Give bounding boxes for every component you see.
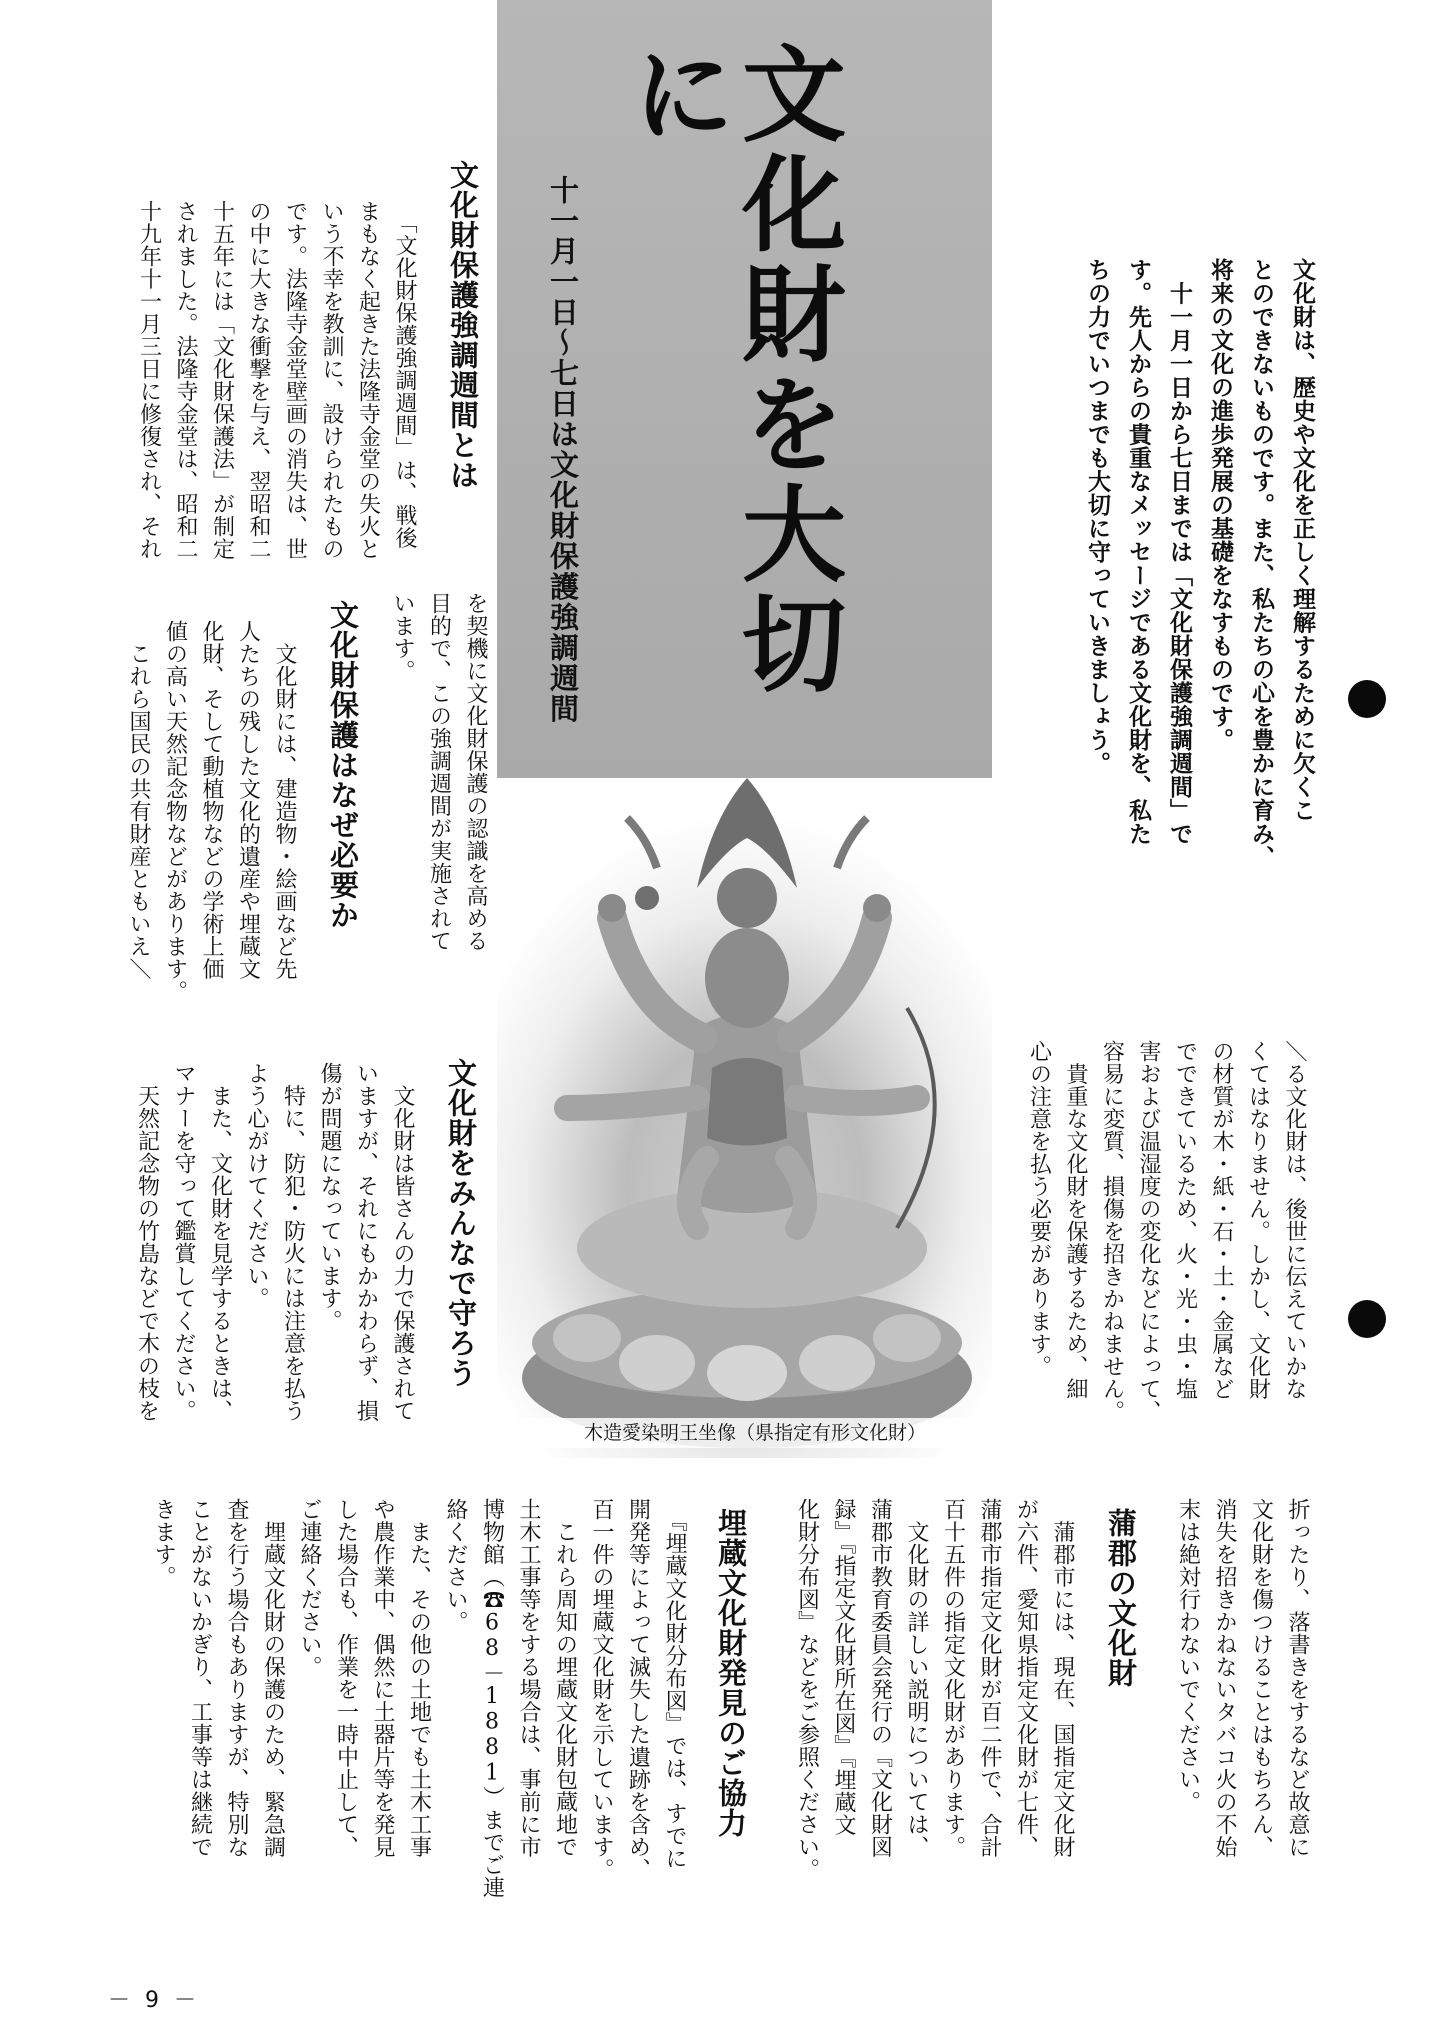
statue-image — [497, 778, 992, 1458]
subtitle: 十一月一日～七日は文化財保護強調週間 — [546, 175, 580, 724]
why-text: 文化財には、建造物・絵画など先 人たちの残した文化的遺産や埋蔵文 化財、そして動植物などの学術上価 値の高い天然記念物などがあります。 これら国民の共有財産ともいえ＼ — [126, 620, 297, 1003]
gamagori-text: 蒲郡市には、現在、国指定文化財 が六件、愛知県指定文化財が七件、 蒲郡市指定文化財が百二件で、合計 百十五件の指定文化財があります。 文化財の詳しい説明については、 蒲郡市教育委員会発行の『文化財図 録』『指定文化財所在図』『埋蔵文 化財分布図』などをご参照ください。 — [794, 1498, 1075, 1881]
why-text-continued: ＼る文化財は、後世に伝えていかな くてはなりません。しかし、文化財 の材質が木・紙・石・土・金属など でできているため、火・光・虫・塩 害および温湿度の変化などによって、 容易に変質、損傷を招きかねません。 貴重な文化財を保護するため、細 心の注意を払う必要があります。 — [1026, 1040, 1307, 1423]
heading-protect-together: 文化財をみんなで守ろう — [444, 1058, 478, 1388]
heading-buried: 埋蔵文化財発見のご協力 — [714, 1508, 748, 1838]
protect-together-text-continued: 折ったり、落書きをするなど故意に 文化財を傷つけることはもちろん、 消失を招きかねないタバコ火の不始 末は絶対行わないでください。 — [1175, 1498, 1310, 1858]
main-title: 文化財を大切に — [614, 40, 846, 700]
page-number: － 9 － — [108, 1988, 200, 2013]
intro-text: 文化財は、歴史や文化を正しく理解するために欠くこ とのできないものです。また、私たちの心を豊かに育み、 将来の文化の進歩発展の基礎をなすものです。 十一月一日から七日までは「文化財保護強調週間」で す。先人からの貴重なメッセージである文化財を、私た ちの力でいつまでも大切に守っていきましょう。 — [1084, 258, 1315, 869]
photo-caption: 木造愛染明王坐像（県指定有形文化財） — [520, 1418, 990, 1448]
buried-text: 『埋蔵文化財分布図』では、すでに 開発等によって滅失した遺跡を含め、 百一件の埋蔵文化財を示しています。 これら周知の埋蔵文化財包蔵地で 土木工事等をする場合は、事前に市 博物館（☎68－1881）までご連 絡ください。 また、その他の土地でも土木工事 や農作業中、偶然に土器片等を発見 した場合も、作業を一時中止して、 ご連絡ください。 埋蔵文化財の保護のため、緊急調 査を行う場合もありますが、特別な ことがないかぎり、工事等は継続で きます。 — [151, 1498, 687, 1899]
title-banner — [497, 0, 992, 778]
heading-why: 文化財保護はなぜ必要か — [326, 600, 360, 930]
heading-gamagori: 蒲郡の文化財 — [1104, 1508, 1138, 1688]
week-text: 「文化財保護強調週間」は、戦後 まもなく起きた法隆寺金堂の失火と いう不幸を教訓に、設けられたもの です。法隆寺金堂壁画の消失は、世 の中に大きな衝撃を与え、翌昭和二 十五年には「文化財保護法」が制定 されました。法隆寺金堂は、昭和二 十九年十一月三日に修復され、それ — [136, 200, 417, 560]
bullet-dot-lower — [1348, 1300, 1386, 1338]
statue-photo — [497, 778, 992, 1458]
protect-together-text: 文化財は皆さんの力で保護されて いますが、それにもかかわらず、損 傷が問題になっています。 特に、防犯・防火には注意を払う よう心がけてください。 また、文化財を見学するときは、 マナーを守って鑑賞してください。 天然記念物の竹島などで木の枝を — [134, 1062, 415, 1422]
heading-week: 文化財保護強調週間とは — [446, 160, 480, 490]
bullet-dot-upper — [1348, 680, 1386, 718]
week-text-continued: を契機に文化財保護の認識を高める 目的で、この強調週間が実施されて います。 — [390, 592, 488, 952]
